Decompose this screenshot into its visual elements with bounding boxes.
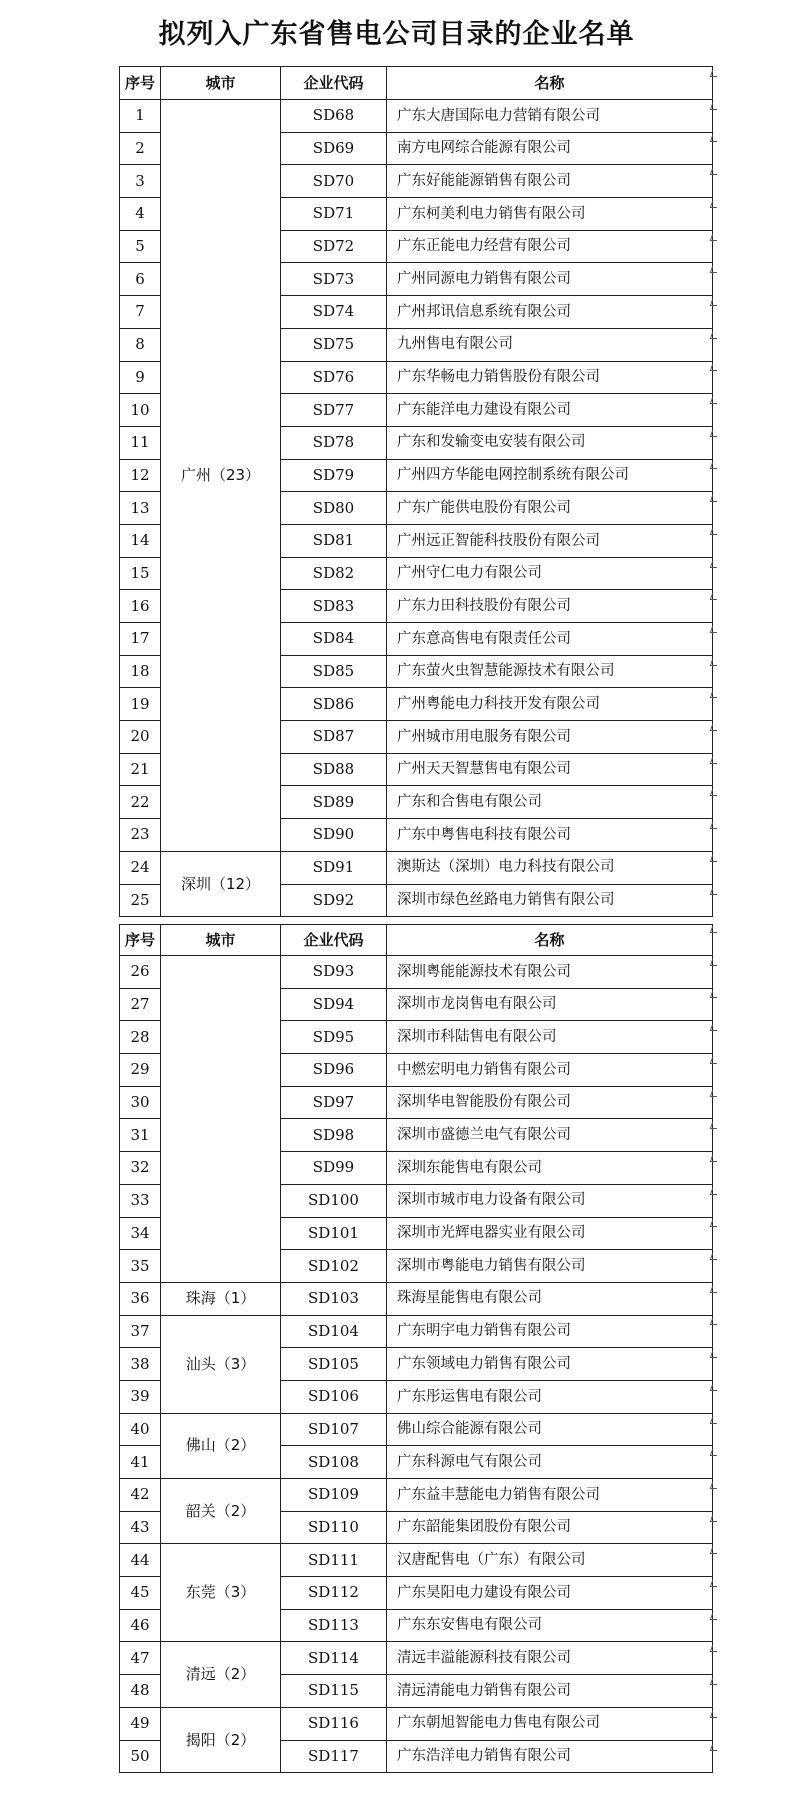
company-code: SD91 bbox=[281, 851, 387, 884]
company-code: SD113 bbox=[281, 1609, 387, 1642]
row-seq: 19 bbox=[120, 688, 161, 721]
paragraph-mark-icon bbox=[710, 397, 720, 404]
paragraph-mark-icon bbox=[710, 70, 720, 77]
company-code: SD80 bbox=[281, 492, 387, 525]
company-name: 广东和合售电有限公司 bbox=[387, 786, 713, 819]
row-seq: 38 bbox=[120, 1348, 161, 1381]
row-seq: 7 bbox=[120, 296, 161, 329]
row-seq: 36 bbox=[120, 1282, 161, 1315]
company-code: SD114 bbox=[281, 1642, 387, 1675]
row-seq: 49 bbox=[120, 1707, 161, 1740]
table-header-row bbox=[120, 925, 713, 956]
company-code: SD68 bbox=[281, 100, 387, 133]
row-seq: 18 bbox=[120, 655, 161, 688]
row-seq: 47 bbox=[120, 1642, 161, 1675]
row-seq: 10 bbox=[120, 394, 161, 427]
table-row bbox=[120, 956, 713, 989]
header-name: 名称 bbox=[387, 67, 713, 100]
company-name: 广东能洋电力建设有限公司 bbox=[387, 394, 713, 427]
paragraph-mark-icon bbox=[710, 888, 720, 895]
paragraph-mark-icon bbox=[710, 1384, 720, 1391]
company-name: 广东昊阳电力建设有限公司 bbox=[387, 1577, 713, 1610]
company-name: 深圳市绿色丝路电力销售有限公司 bbox=[387, 884, 713, 917]
row-seq: 45 bbox=[120, 1577, 161, 1610]
row-seq: 25 bbox=[120, 884, 161, 917]
company-code: SD101 bbox=[281, 1217, 387, 1250]
row-seq: 48 bbox=[120, 1675, 161, 1708]
table-row bbox=[120, 1479, 713, 1512]
company-code: SD96 bbox=[281, 1054, 387, 1087]
company-name: 广东广能供电股份有限公司 bbox=[387, 492, 713, 525]
company-code: SD110 bbox=[281, 1511, 387, 1544]
row-seq: 41 bbox=[120, 1446, 161, 1479]
paragraph-mark-icon bbox=[710, 659, 720, 666]
company-code: SD105 bbox=[281, 1348, 387, 1381]
paragraph-mark-icon bbox=[710, 332, 720, 339]
paragraph-mark-icon bbox=[710, 201, 720, 208]
company-code: SD88 bbox=[281, 753, 387, 786]
row-seq: 22 bbox=[120, 786, 161, 819]
city-cell: 汕头（3） bbox=[161, 1315, 281, 1413]
company-code: SD84 bbox=[281, 623, 387, 656]
company-code: SD111 bbox=[281, 1544, 387, 1577]
company-code: SD70 bbox=[281, 165, 387, 198]
company-name: 广东韶能集团股份有限公司 bbox=[387, 1511, 713, 1544]
paragraph-mark-icon bbox=[710, 1220, 720, 1227]
paragraph-mark-icon bbox=[710, 1515, 720, 1522]
company-name: 广东好能能源销售有限公司 bbox=[387, 165, 713, 198]
paragraph-mark-icon bbox=[710, 561, 720, 568]
company-code: SD108 bbox=[281, 1446, 387, 1479]
paragraph-mark-icon bbox=[710, 364, 720, 371]
paragraph-mark-icon bbox=[710, 593, 720, 600]
row-seq: 46 bbox=[120, 1609, 161, 1642]
company-code: SD87 bbox=[281, 721, 387, 754]
table-row bbox=[120, 1707, 713, 1740]
header-seq: 序号 bbox=[120, 925, 161, 956]
company-name: 广东朝旭智能电力售电有限公司 bbox=[387, 1707, 713, 1740]
table-row bbox=[120, 1282, 713, 1315]
company-code: SD89 bbox=[281, 786, 387, 819]
paragraph-mark-icon bbox=[710, 1482, 720, 1489]
company-code: SD95 bbox=[281, 1021, 387, 1054]
company-name: 广东和发输变电安装有限公司 bbox=[387, 426, 713, 459]
header-name: 名称 bbox=[387, 925, 713, 956]
company-code: SD102 bbox=[281, 1250, 387, 1283]
company-name: 南方电网综合能源有限公司 bbox=[387, 132, 713, 165]
company-name: 广州守仁电力有限公司 bbox=[387, 557, 713, 590]
paragraph-mark-icon bbox=[710, 1711, 720, 1718]
paragraph-mark-icon bbox=[710, 1188, 720, 1195]
company-code: SD116 bbox=[281, 1707, 387, 1740]
paragraph-mark-icon bbox=[710, 1417, 720, 1424]
paragraph-mark-icon bbox=[710, 691, 720, 698]
company-code: SD94 bbox=[281, 988, 387, 1021]
paragraph-mark-icon bbox=[710, 1580, 720, 1587]
company-table-part-1 bbox=[119, 66, 713, 917]
company-code: SD109 bbox=[281, 1479, 387, 1512]
paragraph-mark-icon bbox=[710, 299, 720, 306]
company-code: SD92 bbox=[281, 884, 387, 917]
paragraph-mark-icon bbox=[710, 1351, 720, 1358]
paragraph-mark-icon bbox=[710, 1744, 720, 1751]
paragraph-mark-icon bbox=[710, 757, 720, 764]
company-name: 清远清能电力销售有限公司 bbox=[387, 1675, 713, 1708]
company-name: 佛山综合能源有限公司 bbox=[387, 1413, 713, 1446]
paragraph-mark-icon bbox=[710, 1024, 720, 1031]
row-seq: 42 bbox=[120, 1479, 161, 1512]
paragraph-mark-icon bbox=[710, 1547, 720, 1554]
company-code: SD103 bbox=[281, 1282, 387, 1315]
company-name: 珠海星能售电有限公司 bbox=[387, 1282, 713, 1315]
company-name: 广东领域电力销售有限公司 bbox=[387, 1348, 713, 1381]
row-seq: 28 bbox=[120, 1021, 161, 1054]
company-code: SD117 bbox=[281, 1740, 387, 1773]
city-cell: 珠海（1） bbox=[161, 1282, 281, 1315]
paragraph-mark-icon bbox=[710, 1678, 720, 1685]
paragraph-mark-icon bbox=[710, 430, 720, 437]
company-name: 广东柯美利电力销售有限公司 bbox=[387, 198, 713, 231]
company-code: SD71 bbox=[281, 198, 387, 231]
company-code: SD99 bbox=[281, 1152, 387, 1185]
row-seq: 1 bbox=[120, 100, 161, 133]
row-seq: 31 bbox=[120, 1119, 161, 1152]
company-code: SD75 bbox=[281, 328, 387, 361]
row-seq: 11 bbox=[120, 426, 161, 459]
company-name: 深圳市龙岗售电有限公司 bbox=[387, 988, 713, 1021]
company-code: SD73 bbox=[281, 263, 387, 296]
company-name: 深圳市盛德兰电气有限公司 bbox=[387, 1119, 713, 1152]
header-seq: 序号 bbox=[120, 67, 161, 100]
table-body-2 bbox=[120, 925, 713, 1773]
company-name: 广东浩洋电力销售有限公司 bbox=[387, 1740, 713, 1773]
paragraph-mark-icon bbox=[710, 266, 720, 273]
company-name: 广东萤火虫智慧能源技术有限公司 bbox=[387, 655, 713, 688]
paragraph-mark-icon bbox=[710, 462, 720, 469]
paragraph-mark-icon bbox=[710, 789, 720, 796]
company-code: SD72 bbox=[281, 230, 387, 263]
company-name: 广东大唐国际电力营销有限公司 bbox=[387, 100, 713, 133]
city-cell: 韶关（2） bbox=[161, 1479, 281, 1544]
header-code: 企业代码 bbox=[281, 67, 387, 100]
paragraph-mark-icon bbox=[710, 1253, 720, 1260]
row-seq: 13 bbox=[120, 492, 161, 525]
paragraph-mark-icon bbox=[710, 855, 720, 862]
company-name: 深圳东能售电有限公司 bbox=[387, 1152, 713, 1185]
company-code: SD74 bbox=[281, 296, 387, 329]
company-code: SD115 bbox=[281, 1675, 387, 1708]
company-code: SD112 bbox=[281, 1577, 387, 1610]
table-row bbox=[120, 100, 713, 133]
company-code: SD90 bbox=[281, 819, 387, 852]
company-code: SD85 bbox=[281, 655, 387, 688]
paragraph-mark-icon bbox=[710, 724, 720, 731]
row-seq: 23 bbox=[120, 819, 161, 852]
paragraph-mark-icon bbox=[710, 822, 720, 829]
company-name: 九州售电有限公司 bbox=[387, 328, 713, 361]
row-seq: 5 bbox=[120, 230, 161, 263]
row-seq: 26 bbox=[120, 956, 161, 989]
company-name: 广东明宇电力销售有限公司 bbox=[387, 1315, 713, 1348]
table-row bbox=[120, 1544, 713, 1577]
company-name: 深圳市科陆售电有限公司 bbox=[387, 1021, 713, 1054]
row-seq: 32 bbox=[120, 1152, 161, 1185]
company-name: 广东益丰慧能电力销售有限公司 bbox=[387, 1479, 713, 1512]
company-code: SD78 bbox=[281, 426, 387, 459]
company-name: 广州邦讯信息系统有限公司 bbox=[387, 296, 713, 329]
table-header-row bbox=[120, 67, 713, 100]
paragraph-mark-icon bbox=[710, 1449, 720, 1456]
company-name: 广东华畅电力销售股份有限公司 bbox=[387, 361, 713, 394]
paragraph-mark-icon bbox=[710, 991, 720, 998]
city-cell: 揭阳（2） bbox=[161, 1707, 281, 1772]
company-code: SD106 bbox=[281, 1380, 387, 1413]
paragraph-mark-icon bbox=[710, 135, 720, 142]
row-seq: 50 bbox=[120, 1740, 161, 1773]
row-seq: 44 bbox=[120, 1544, 161, 1577]
company-name: 澳斯达（深圳）电力科技有限公司 bbox=[387, 851, 713, 884]
row-seq: 15 bbox=[120, 557, 161, 590]
row-seq: 29 bbox=[120, 1054, 161, 1087]
row-seq: 30 bbox=[120, 1086, 161, 1119]
company-name: 广州同源电力销售有限公司 bbox=[387, 263, 713, 296]
paragraph-mark-icon bbox=[710, 1057, 720, 1064]
table-row bbox=[120, 1413, 713, 1446]
row-seq: 3 bbox=[120, 165, 161, 198]
company-name: 清远丰溢能源科技有限公司 bbox=[387, 1642, 713, 1675]
table-row bbox=[120, 851, 713, 884]
company-code: SD98 bbox=[281, 1119, 387, 1152]
header-city: 城市 bbox=[161, 925, 281, 956]
row-seq: 2 bbox=[120, 132, 161, 165]
company-name: 广州远正智能科技股份有限公司 bbox=[387, 524, 713, 557]
company-code: SD69 bbox=[281, 132, 387, 165]
company-name: 广东东安售电有限公司 bbox=[387, 1609, 713, 1642]
company-code: SD97 bbox=[281, 1086, 387, 1119]
company-code: SD81 bbox=[281, 524, 387, 557]
company-name: 广州四方华能电网控制系统有限公司 bbox=[387, 459, 713, 492]
city-cell: 东莞（3） bbox=[161, 1544, 281, 1642]
table-row bbox=[120, 1642, 713, 1675]
company-name: 广东科源电气有限公司 bbox=[387, 1446, 713, 1479]
company-code: SD104 bbox=[281, 1315, 387, 1348]
company-name: 广东力田科技股份有限公司 bbox=[387, 590, 713, 623]
company-name: 深圳华电智能股份有限公司 bbox=[387, 1086, 713, 1119]
company-name: 广东意高售电有限责任公司 bbox=[387, 623, 713, 656]
row-seq: 14 bbox=[120, 524, 161, 557]
city-cell: 广州（23） bbox=[161, 100, 281, 852]
paragraph-mark-icon bbox=[710, 528, 720, 535]
row-seq: 16 bbox=[120, 590, 161, 623]
row-seq: 33 bbox=[120, 1184, 161, 1217]
company-code: SD82 bbox=[281, 557, 387, 590]
company-code: SD77 bbox=[281, 394, 387, 427]
row-seq: 27 bbox=[120, 988, 161, 1021]
company-name: 广东正能电力经营有限公司 bbox=[387, 230, 713, 263]
paragraph-mark-icon bbox=[710, 103, 720, 110]
company-name: 深圳市城市电力设备有限公司 bbox=[387, 1184, 713, 1217]
paragraph-mark-icon bbox=[710, 926, 720, 933]
row-seq: 8 bbox=[120, 328, 161, 361]
company-name: 深圳粤能能源技术有限公司 bbox=[387, 956, 713, 989]
company-code: SD107 bbox=[281, 1413, 387, 1446]
company-code: SD76 bbox=[281, 361, 387, 394]
row-seq: 39 bbox=[120, 1380, 161, 1413]
paragraph-mark-icon bbox=[710, 1645, 720, 1652]
paragraph-mark-icon bbox=[710, 234, 720, 241]
company-name: 广州天天智慧售电有限公司 bbox=[387, 753, 713, 786]
paragraph-mark-icon bbox=[710, 959, 720, 966]
paragraph-mark-icon bbox=[710, 1613, 720, 1620]
header-city: 城市 bbox=[161, 67, 281, 100]
paragraph-mark-icon bbox=[710, 168, 720, 175]
company-table-part-2 bbox=[119, 924, 713, 1773]
row-seq: 9 bbox=[120, 361, 161, 394]
paragraph-mark-icon bbox=[710, 1122, 720, 1129]
row-seq: 17 bbox=[120, 623, 161, 656]
paragraph-mark-icon bbox=[710, 1155, 720, 1162]
paragraph-mark-icon bbox=[710, 626, 720, 633]
row-seq: 21 bbox=[120, 753, 161, 786]
row-seq: 37 bbox=[120, 1315, 161, 1348]
table-body-1 bbox=[120, 67, 713, 917]
table-row bbox=[120, 1315, 713, 1348]
row-seq: 43 bbox=[120, 1511, 161, 1544]
company-name: 广州粤能电力科技开发有限公司 bbox=[387, 688, 713, 721]
company-name: 广州城市用电服务有限公司 bbox=[387, 721, 713, 754]
row-seq: 6 bbox=[120, 263, 161, 296]
row-seq: 4 bbox=[120, 198, 161, 231]
row-seq: 20 bbox=[120, 721, 161, 754]
row-seq: 34 bbox=[120, 1217, 161, 1250]
company-name: 广东中粤售电科技有限公司 bbox=[387, 819, 713, 852]
city-cell bbox=[161, 956, 281, 1283]
header-code: 企业代码 bbox=[281, 925, 387, 956]
row-seq: 12 bbox=[120, 459, 161, 492]
company-code: SD86 bbox=[281, 688, 387, 721]
paragraph-mark-icon bbox=[710, 495, 720, 502]
company-code: SD83 bbox=[281, 590, 387, 623]
company-code: SD93 bbox=[281, 956, 387, 989]
company-code: SD100 bbox=[281, 1184, 387, 1217]
paragraph-mark-icon bbox=[710, 1286, 720, 1293]
city-cell: 佛山（2） bbox=[161, 1413, 281, 1478]
company-name: 深圳市光辉电器实业有限公司 bbox=[387, 1217, 713, 1250]
row-seq: 40 bbox=[120, 1413, 161, 1446]
paragraph-mark-icon bbox=[710, 1318, 720, 1325]
company-name: 中燃宏明电力销售有限公司 bbox=[387, 1054, 713, 1087]
company-code: SD79 bbox=[281, 459, 387, 492]
company-name: 深圳市粤能电力销售有限公司 bbox=[387, 1250, 713, 1283]
city-cell: 深圳（12） bbox=[161, 851, 281, 916]
company-name: 汉唐配售电（广东）有限公司 bbox=[387, 1544, 713, 1577]
row-seq: 35 bbox=[120, 1250, 161, 1283]
city-cell: 清远（2） bbox=[161, 1642, 281, 1707]
page-title: 拟列入广东省售电公司目录的企业名单 bbox=[158, 19, 635, 50]
company-name: 广东彤运售电有限公司 bbox=[387, 1380, 713, 1413]
row-seq: 24 bbox=[120, 851, 161, 884]
paragraph-mark-icon bbox=[710, 1090, 720, 1097]
